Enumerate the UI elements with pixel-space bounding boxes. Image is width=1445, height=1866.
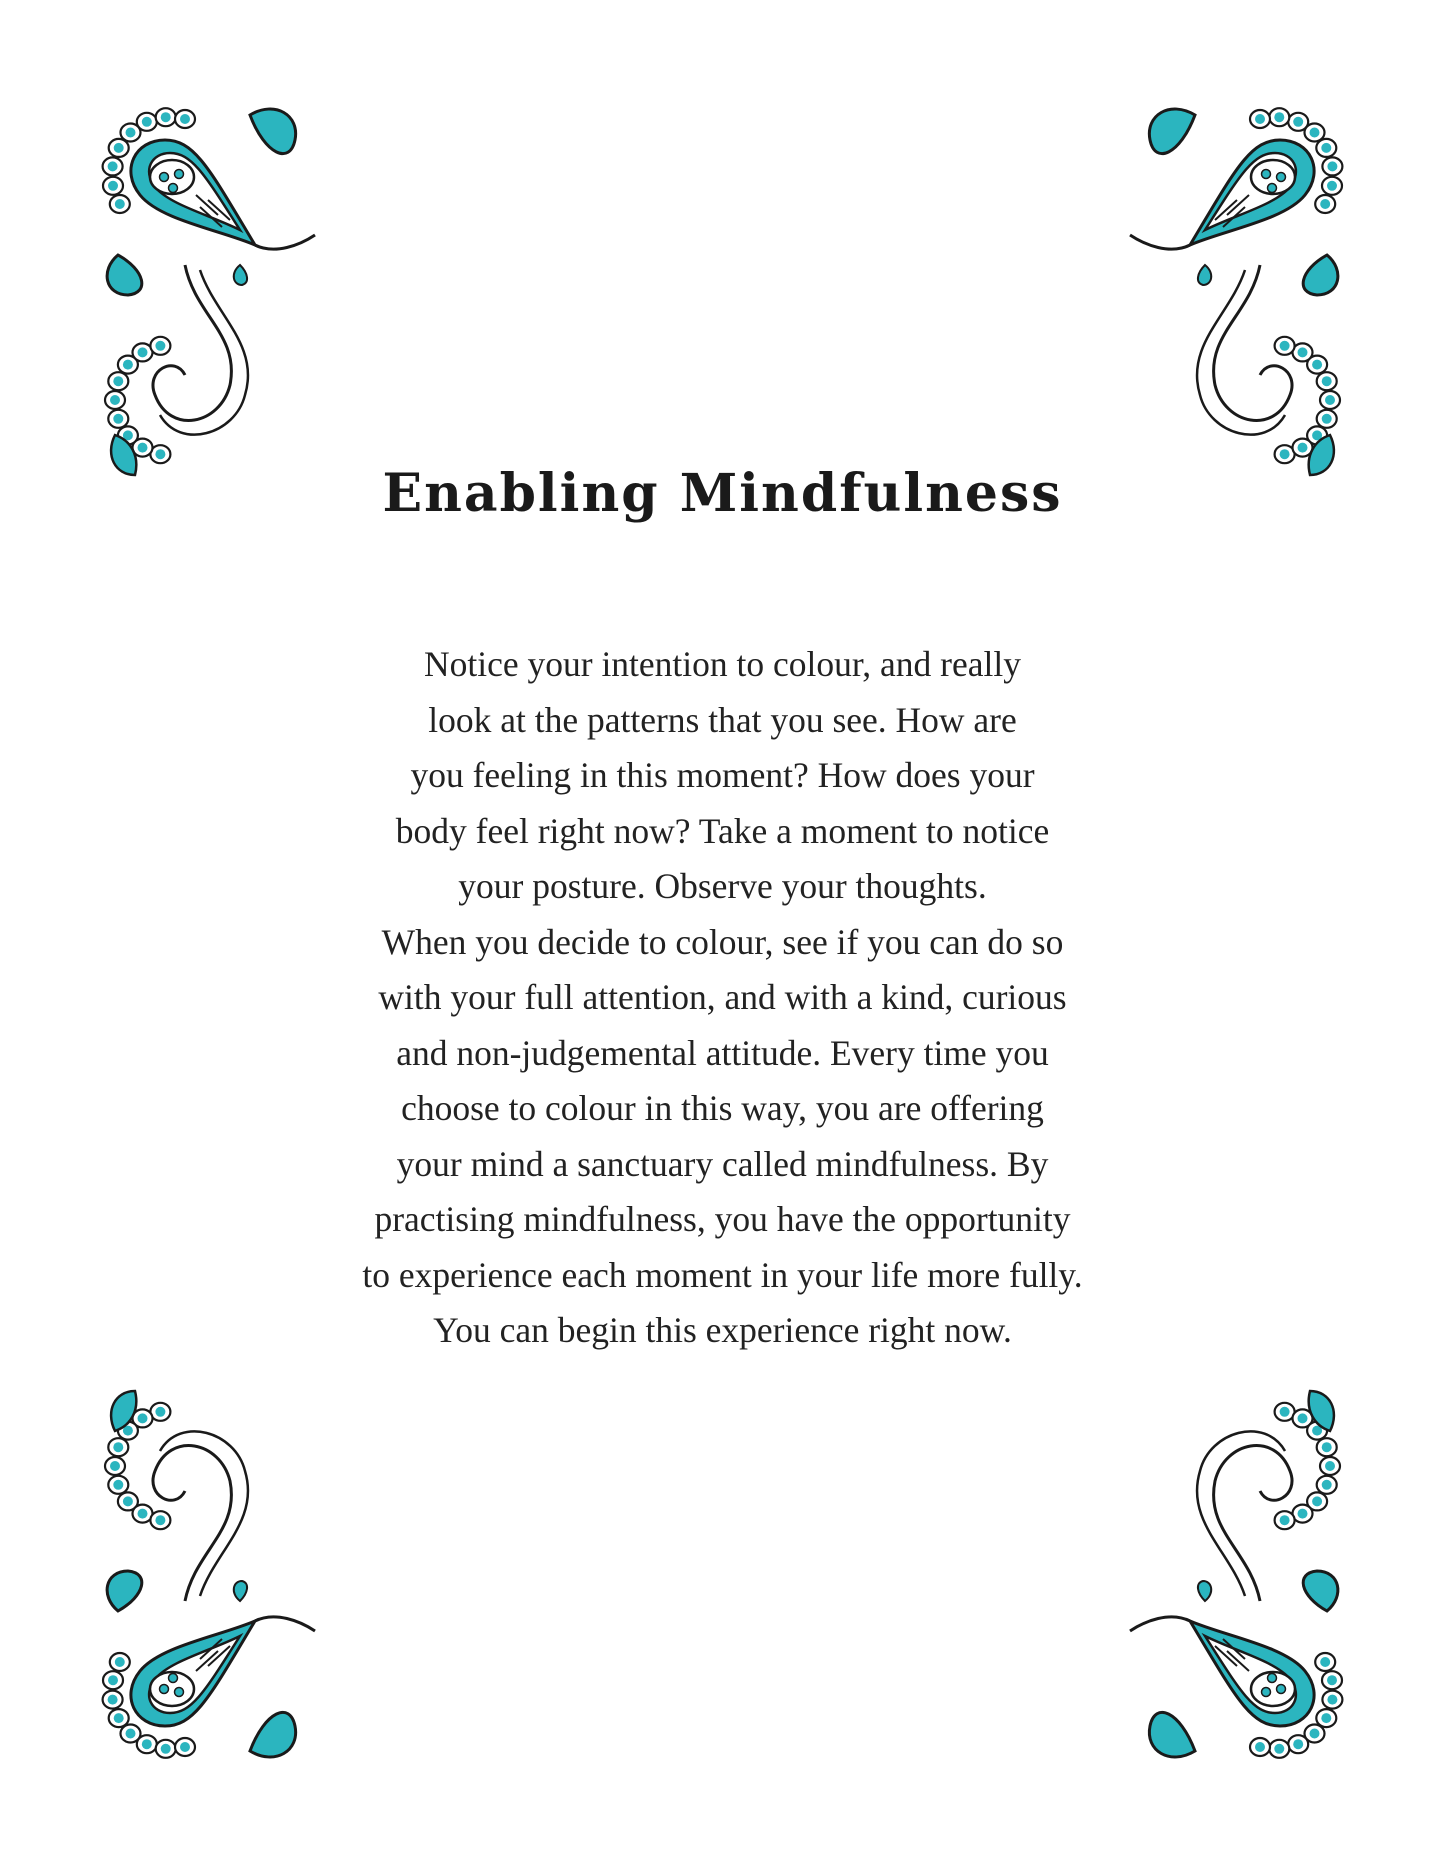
paragraph-line: choose to colour in this way, you are offering	[401, 1088, 1044, 1128]
paragraph-line: you feeling in this moment? How does your	[410, 755, 1035, 795]
paragraph-line: to experience each moment in your life more fully.	[362, 1254, 1083, 1295]
paragraph-line: Notice your intention to colour, and really	[424, 644, 1021, 684]
paragraph-line: practising mindfulness, you have the opportunity	[374, 1199, 1071, 1239]
paragraph-line: body feel right now? Take a moment to notice	[395, 810, 1050, 851]
paragraph-line: When you decide to colour, see if you can do so	[381, 921, 1064, 962]
paragraph-line: your mind a sanctuary called mindfulness. By	[396, 1143, 1049, 1184]
paragraph-line: with your full attention, and with a kind, curious	[378, 977, 1067, 1017]
paisley-ornament-bottom-left	[100, 1321, 315, 1771]
paragraph-line: your posture. Observe your thoughts.	[458, 866, 987, 906]
mindfulness-paragraph	[270, 637, 1175, 1359]
paragraph-line: You can begin this experience right now.	[433, 1310, 1012, 1350]
paisley-ornament-bottom-right	[1130, 1321, 1345, 1771]
page-title: Enabling Mindfulness	[382, 463, 1063, 524]
paragraph-line: look at the patterns that you see. How are	[428, 699, 1017, 740]
paragraph-line: and non-judgemental attitude. Every time you	[396, 1032, 1049, 1073]
